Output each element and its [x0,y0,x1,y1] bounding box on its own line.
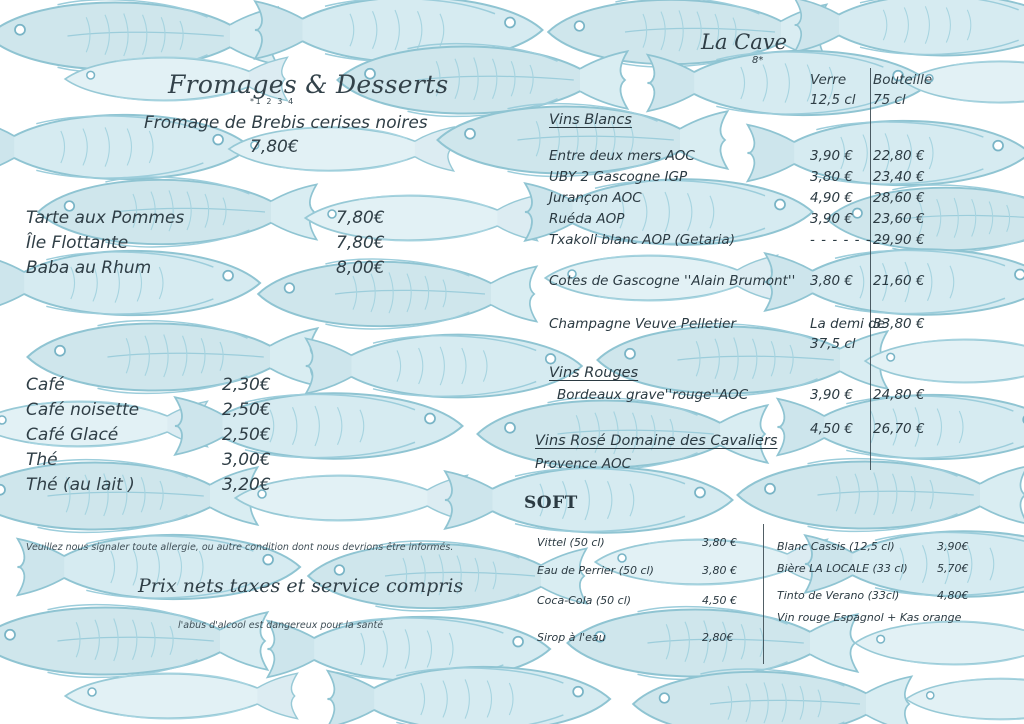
wine-price-glass: - - - - - - - [810,232,883,248]
wine-price-bottle: 22,80 € [873,148,925,164]
hot-drinks-list [26,375,326,500]
wine-price-glass: 4,50 € [810,421,853,437]
dessert-price: 7,80€ [336,208,385,228]
wine-price-glass: 3,90 € [810,148,853,164]
drink-price: 2,50€ [222,400,271,420]
soft-drink-price: 5,70€ [937,562,969,575]
wine-price-glass: 3,90 € [810,387,853,403]
wine-price-glass: 3,80 € [810,169,853,185]
soft-drink-price: 3,80 € [702,564,737,577]
prix-nets-note: Prix nets taxes et service compris [138,575,464,597]
soft-drink-name: Coca-Cola (50 cl) [537,594,632,607]
wine-price-bottle: 28,60 € [873,190,925,206]
wine-name: Provence AOC [535,456,632,472]
desserts-column [0,0,500,724]
soft-table-divider [763,524,764,664]
drink-price: 3,20€ [222,475,271,495]
champagne-half-size-value: 37,5 cl [810,336,856,352]
wine-price-glass: 3,90 € [810,211,853,227]
subsection-vins-blancs: Vins Blancs [549,112,632,128]
soft-drink-name: Eau de Perrier (50 cl) [537,564,654,577]
wine-name: Bordeaux grave''rouge''AOC [557,387,749,403]
wine-name: UBY 2 Gascogne IGP [549,169,688,185]
drink-name: Café noisette [26,400,140,420]
soft-drink-name: Vittel (50 cl) [537,536,605,549]
soft-drink-price: 4,50 € [702,594,737,607]
drink-name: Café [26,375,65,395]
wine-price-bottle: 23,40 € [873,169,925,185]
column-subheader-verre-size: 12,5 cl [810,92,856,108]
dessert-name: Tarte aux Pommes [26,208,185,228]
wine-name: Jurançon AOC [549,190,642,206]
cheese-item-name: Fromage de Brebis cerises noires [144,113,428,133]
list-item [26,425,326,450]
soft-drink-price: 2,80€ [702,631,734,644]
column-header-verre: Verre [810,72,847,88]
section-title-soft: SOFT [524,493,578,513]
wine-name: Cotes de Gascogne ''Alain Brumont'' [549,273,796,289]
cave-column [505,0,1024,724]
wine-price-bottle: 24,80 € [873,387,925,403]
dessert-list [26,208,396,283]
soft-drink-price: 4,80€ [937,589,969,602]
section-title-la-cave: La Cave [701,30,788,54]
soft-drink-name: Tinto de Verano (33cl) [777,589,900,602]
wine-price-glass: La demi de [810,316,886,332]
drink-price: 2,30€ [222,375,271,395]
list-item [26,375,326,400]
cheese-item-price: 7,80€ [250,137,299,157]
cave-subtitle: 8* [752,55,764,66]
wine-price-bottle: 23,60 € [873,211,925,227]
wine-table-divider [870,68,871,470]
wine-price-bottle: 33,80 € [873,316,925,332]
dessert-price: 7,80€ [336,233,385,253]
soft-drink-price: 3,80 € [702,536,737,549]
drink-price: 3,00€ [222,450,271,470]
list-item [26,400,326,425]
soft-drink-price: 3,90€ [937,540,969,553]
list-item [26,475,326,500]
soft-drink-note: Vin rouge Espagnol + Kas orange [777,611,962,624]
dessert-name: Île Flottante [26,233,129,253]
dessert-price: 8,00€ [336,258,385,278]
drink-price: 2,50€ [222,425,271,445]
soft-drink-name: Bière LA LOCALE (33 cl) [777,562,908,575]
drink-name: Thé (au lait ) [26,475,135,495]
column-header-bouteille: Bouteille [873,72,933,88]
list-item [26,450,326,475]
list-item [26,208,396,233]
section-title-fromages-desserts: Fromages & Desserts [168,70,449,99]
subsection-vins-rouges: Vins Rouges [549,365,639,381]
wine-name: Ruéda AOP [549,211,625,227]
list-item [26,233,396,258]
column-subheader-bouteille-size: 75 cl [873,92,906,108]
allergy-note: Veuillez nous signaler toute allergie, ou autre condition dont nous devrions être informés. [26,542,454,553]
wine-price-bottle: 29,90 € [873,232,925,248]
wine-price-bottle: 21,60 € [873,273,925,289]
list-item [26,258,396,283]
wine-name: Txakoli blanc AOP (Getaria) [549,232,735,248]
drink-name: Café Glacé [26,425,119,445]
alcohol-warning-note: l'abus d'alcool est dangereux pour la santé [178,620,384,631]
wine-name: Entre deux mers AOC [549,148,695,164]
allergen-codes: *1 2 3 4 [250,97,295,106]
soft-drink-name: Blanc Cassis (12,5 cl) [777,540,895,553]
dessert-name: Baba au Rhum [26,258,152,278]
wine-price-glass: 3,80 € [810,273,853,289]
drink-name: Thé [26,450,58,470]
wine-price-glass: 4,90 € [810,190,853,206]
wine-price-bottle: 26,70 € [873,421,925,437]
subsection-vins-rose: Vins Rosé Domaine des Cavaliers [535,433,778,449]
soft-drink-name: Sirop à l'eau [537,631,606,644]
wine-name: Champagne Veuve Pelletier [549,316,737,332]
